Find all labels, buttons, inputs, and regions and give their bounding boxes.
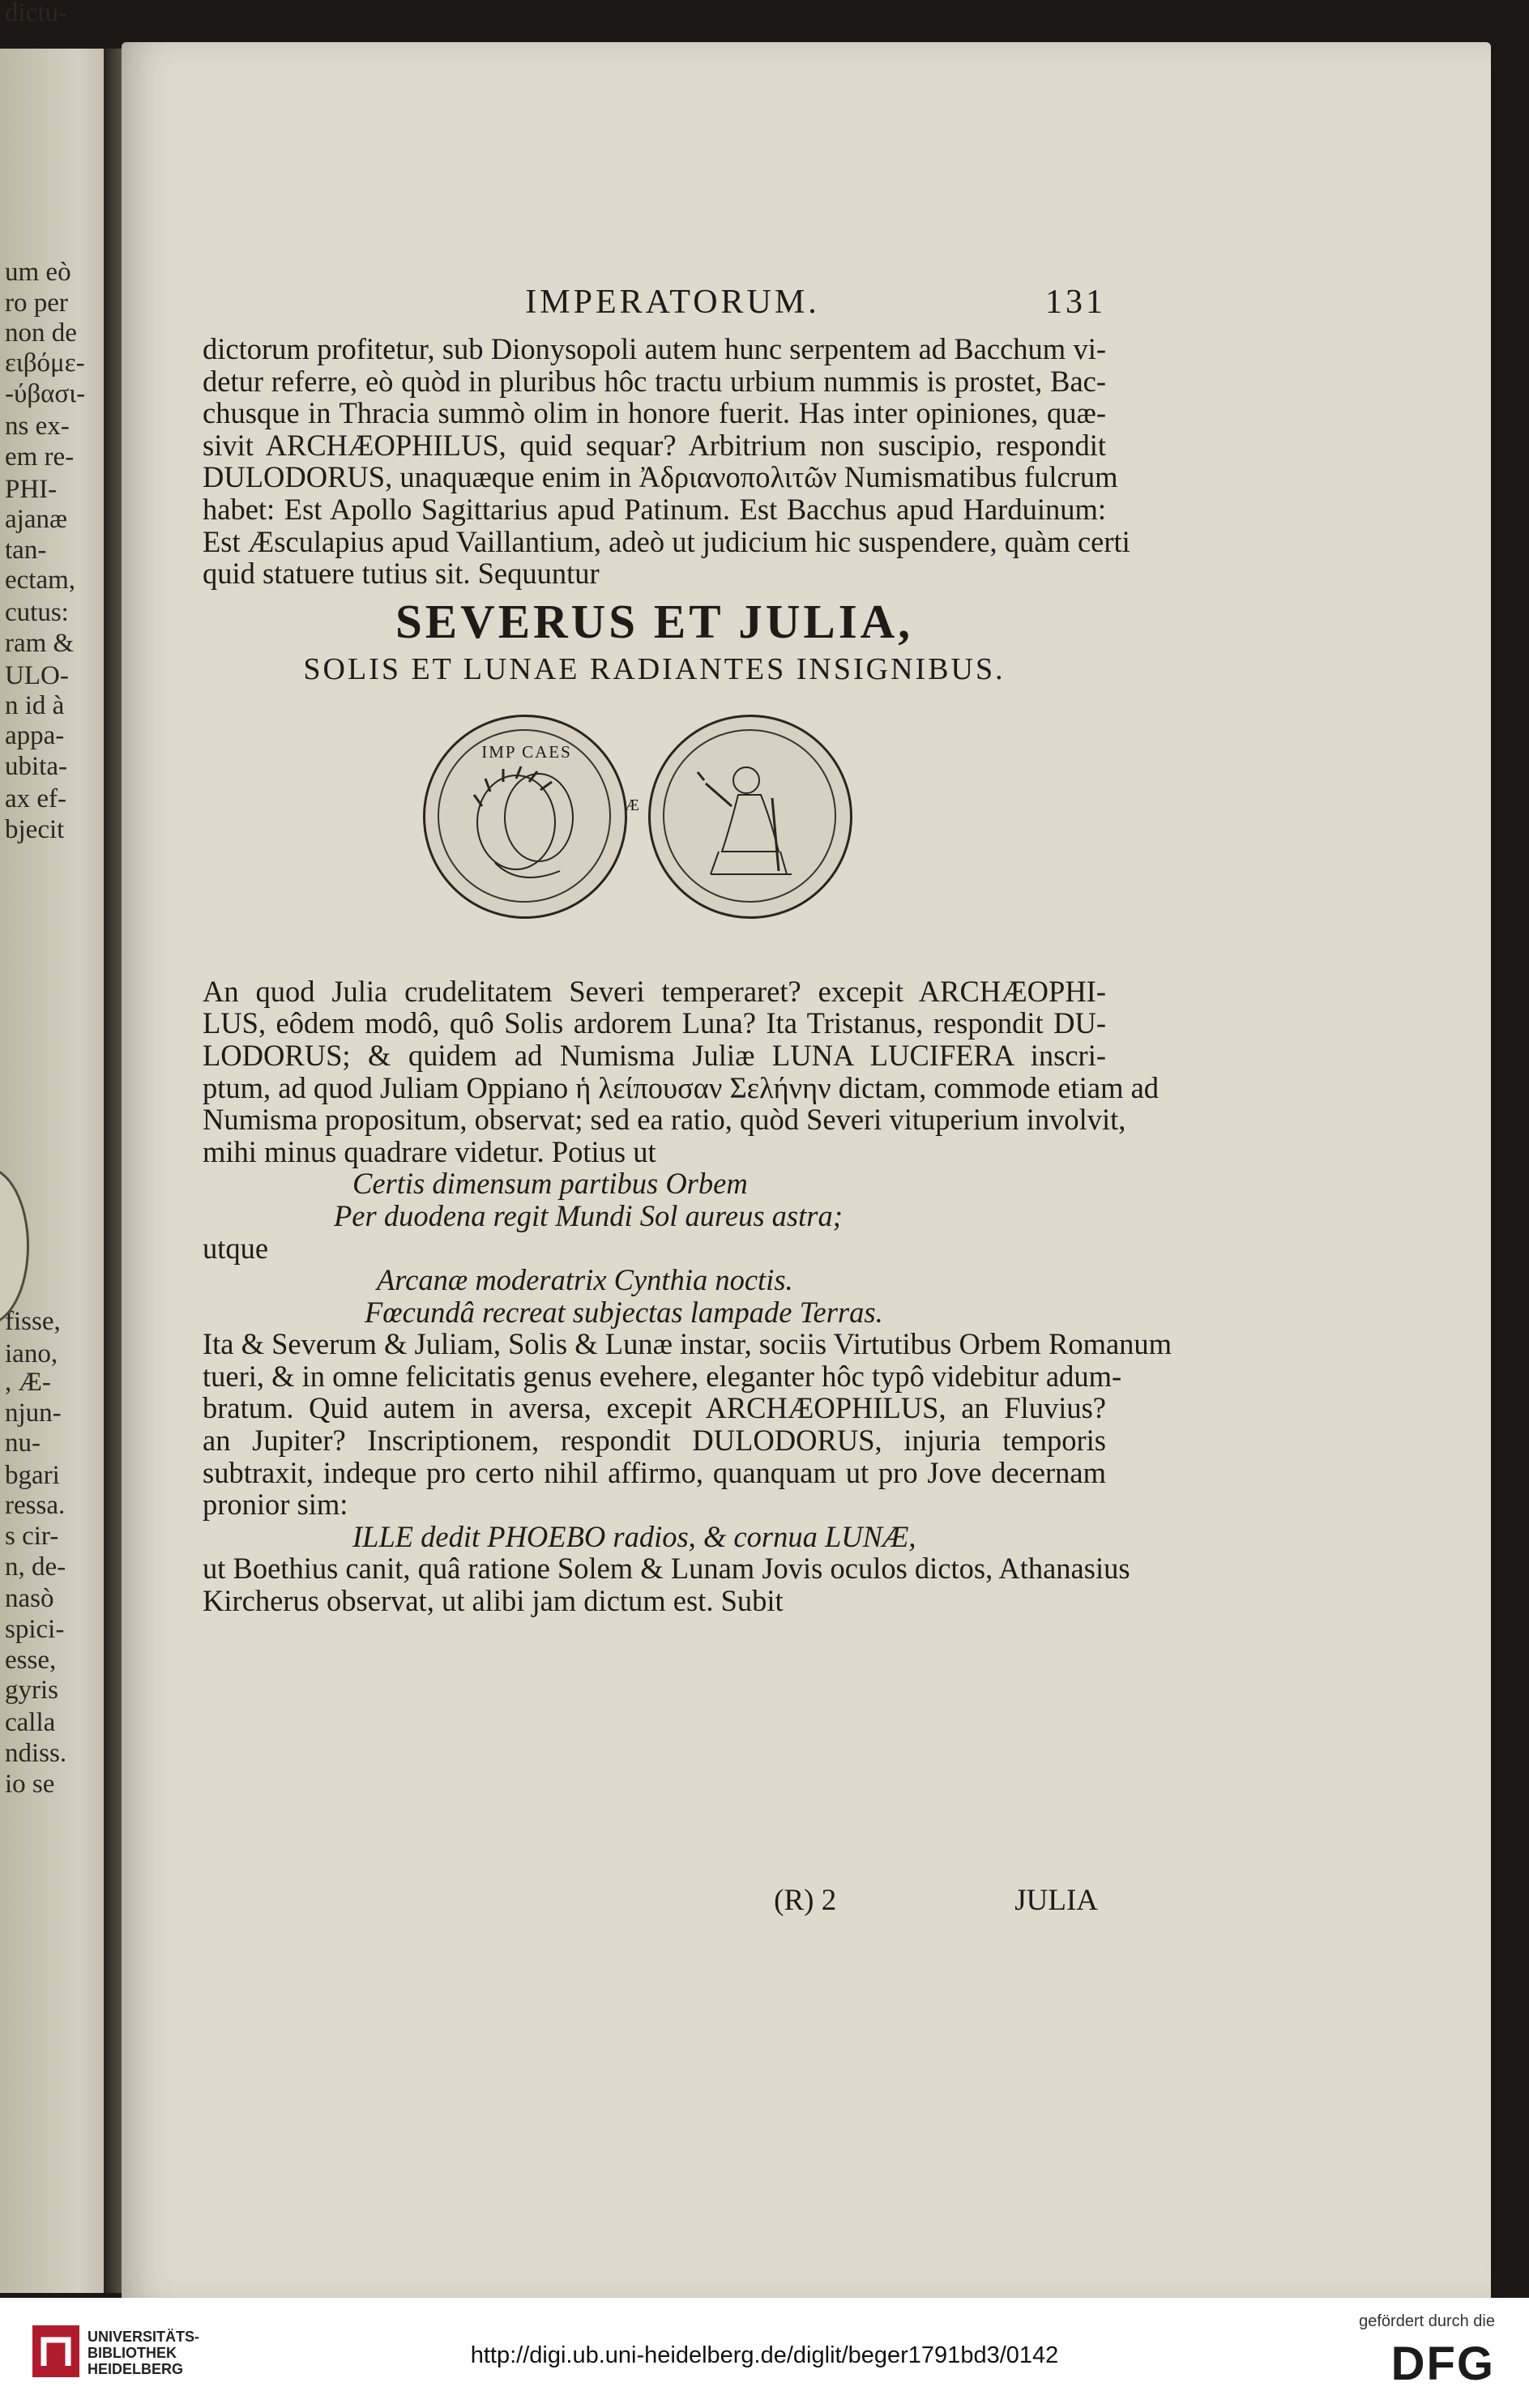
previous-page-text-fragment: -ύβασι- (5, 381, 86, 408)
previous-page-text-fragment: esse, (5, 1647, 57, 1674)
previous-page-text-fragment: dictu- (5, 0, 67, 27)
previous-page-text-fragment: nasò (5, 1586, 54, 1612)
text-line: LUS, eôdem modô, quô Solis ardorem Luna? Ita Tristanus, respondit DU- (203, 1006, 1106, 1040)
text-line: tueri, & in omne felicitatis genus evehere, eleganter hôc typô videbitur adum- (203, 1359, 1122, 1393)
verse-line: Per duodena regit Mundi Sol aureus astra; (334, 1198, 843, 1232)
previous-page-text-fragment: appa- (5, 723, 65, 749)
coin-reverse (648, 715, 852, 919)
library-footer-bar (0, 2298, 1529, 2408)
library-name-line: UNIVERSITÄTS- (88, 2329, 200, 2345)
previous-page-text-fragment: calla (5, 1710, 56, 1736)
previous-page-text-fragment: io se (5, 1771, 55, 1798)
page-text (203, 280, 1172, 1917)
library-name-line: BIBLIOTHEK (88, 2345, 177, 2361)
text-line: detur referre, eò quòd in pluribus hôc tractu urbium nummis is prostet, Bac- (203, 364, 1106, 398)
sponsor-caption: gefördert durch die (1359, 2312, 1495, 2330)
previous-page-text-fragment: ram & (5, 630, 75, 657)
coin-obverse (423, 715, 627, 919)
previous-page-text-fragment: spici- (5, 1616, 65, 1643)
text-line: Est Æsculapius apud Vaillantium, adeò ut judicium hic suspendere, quàm certi (203, 524, 1130, 558)
previous-page-text-fragment: em re- (5, 444, 75, 471)
paragraph (203, 974, 1160, 1168)
running-header (203, 280, 1106, 325)
previous-page-text-fragment: ubita- (5, 754, 67, 780)
previous-page-text-fragment: n id à (5, 693, 65, 719)
text-line: mihi minus quadrare videtur. Potius ut (203, 1134, 656, 1168)
dfg-logo: DFG (1390, 2338, 1495, 2390)
paragraph (203, 1552, 1130, 1618)
previous-page-text-fragment: nu- (5, 1430, 41, 1457)
paragraph (203, 1327, 1172, 1522)
page-number: 131 (1045, 284, 1106, 321)
running-head: IMPERATORUM. (525, 284, 820, 321)
verse-line: Fœcundâ recreat subjectas lampade Terras. (365, 1295, 883, 1329)
previous-page-text-fragment: n, de- (5, 1554, 66, 1581)
intro-paragraph (203, 332, 1130, 591)
previous-page-text-fragment: tan- (5, 537, 47, 564)
text-line: chusque in Thracia summò olim in honore fuerit. Has inter opiniones, quæ- (203, 396, 1106, 430)
coin-metal-mark: Æ (625, 796, 639, 814)
previous-page-coin-fragment (0, 1167, 29, 1326)
section-subheading: SOLIS ET LUNAE RADIANTES INSIGNIBUS. (303, 651, 1006, 686)
previous-page-text-fragment: bjecit (5, 817, 65, 843)
text-line: Numisma propositum, observat; sed ea ratio, quòd Severi vituperium involvit, (203, 1103, 1126, 1137)
previous-page-text-fragment: PHI- (5, 476, 58, 503)
text-line: pronior sim: (203, 1488, 348, 1522)
previous-page-text-fragment: ressa. (5, 1492, 66, 1519)
previous-page-text-fragment: ro per (5, 290, 68, 317)
seated-figure-image (651, 717, 850, 916)
previous-page-text-fragment: ectam, (5, 567, 76, 594)
text-line: utque (203, 1231, 269, 1265)
previous-page-text-fragment: ndiss. (5, 1740, 67, 1767)
jugate-busts-image (425, 717, 625, 916)
section-heading: SEVERUS ET JULIA, (395, 594, 914, 648)
previous-page-text-fragment: bgari (5, 1462, 60, 1489)
previous-page-text-fragment: ax ef- (5, 786, 67, 813)
previous-page-text-fragment: , Æ- (5, 1369, 51, 1396)
text-line: sivit ARCHÆOPHILUS, quid sequar? Arbitrium non suscipio, respondit (203, 428, 1106, 462)
verse-line: ILLE dedit PHOEBO radios, & cornua LUNÆ, (352, 1519, 916, 1553)
previous-page-text-fragment: iano, (5, 1341, 58, 1368)
previous-page-text-fragment: ULO- (5, 663, 69, 690)
previous-page-text-fragment: fisse, (5, 1309, 61, 1335)
verse-line: Certis dimensum partibus Orbem (352, 1167, 748, 1201)
permalink-url[interactable]: http://digi.ub.uni-heidelberg.de/diglit/beger1791bd3/0142 (470, 2342, 1059, 2368)
verse-line: Arcanæ moderatrix Cynthia noctis. (377, 1263, 793, 1297)
text-line: An quod Julia crudelitatem Severi temperaret? excepit ARCHÆOPHI- (203, 974, 1106, 1008)
library-name-line: HEIDELBERG (88, 2361, 184, 2377)
previous-page-text-fragment: ns ex- (5, 413, 70, 440)
previous-page-text-fragment: cutus: (5, 600, 69, 626)
text-line: DULODORUS, unaquæque enim in Ἀδριανοπολιτῶν Numismatibus fulcrum (203, 460, 1118, 494)
previous-page-text-fragment: um eò (5, 259, 71, 286)
page-footer (203, 1885, 1106, 1917)
text-line: Ita & Severum & Juliam, Solis & Lunæ instar, sociis Virtutibus Orbem Romanum (203, 1327, 1172, 1361)
text-line: bratum. Quid autem in aversa, excepit ARCHÆOPHILUS, an Fluvius? (203, 1391, 1106, 1425)
text-line: subtraxit, indeque pro certo nihil affirmo, quanquam ut pro Jove decernam (203, 1455, 1106, 1489)
text-line: quid statuere tutius sit. Sequuntur (203, 557, 600, 591)
text-line: ptum, ad quod Juliam Oppiano ἡ λείπουσαν Σελήνην dictam, commode etiam ad (203, 1070, 1160, 1104)
previous-page-text-fragment: non de (5, 320, 77, 347)
previous-page-text-fragment: ajanæ (5, 506, 67, 533)
previous-page-text-fragment: njun- (5, 1400, 62, 1427)
signature-mark: (R) 2 (774, 1883, 837, 1917)
text-line: ut Boethius canit, quâ ratione Solem & Lunam Jovis oculos dictos, Athanasius (203, 1552, 1130, 1586)
text-line: an Jupiter? Inscriptionem, respondit DULODORUS, injuria temporis (203, 1424, 1106, 1458)
coin-legend: IMP CAES (481, 741, 572, 762)
previous-page-text-fragment: s cir- (5, 1523, 59, 1550)
previous-page-text-fragment: gyris (5, 1677, 58, 1704)
catchword: JULIA (1014, 1883, 1098, 1917)
text-line: dictorum profitetur, sub Dionysopoli autem hunc serpentem ad Bacchum vi- (203, 332, 1106, 365)
coin-illustration (203, 705, 1106, 948)
text-line: Kircherus observat, ut alibi jam dictum est. Subit (203, 1584, 784, 1618)
previous-page-text-fragment: ειβόμε- (5, 350, 85, 377)
text-line: habet: Est Apollo Sagittarius apud Patinum. Est Bacchus apud Harduinum: (203, 492, 1106, 526)
text-line: LODORUS; & quidem ad Numisma Juliæ LUNA LUCIFERA inscri- (203, 1038, 1106, 1072)
